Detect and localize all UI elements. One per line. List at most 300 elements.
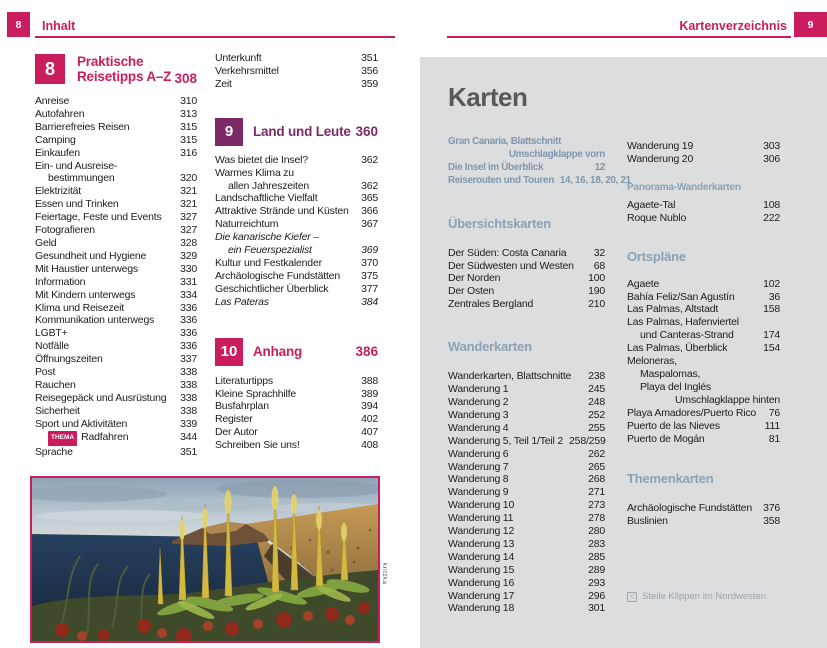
- section-9-number-box: 9: [215, 118, 243, 146]
- map-entry: [627, 212, 780, 225]
- toc-entry: [35, 134, 197, 147]
- toc-entry: [215, 439, 378, 452]
- map-entry-page: 296: [588, 589, 605, 602]
- toc-entry: [35, 95, 197, 108]
- map-entry: [448, 174, 631, 188]
- map-entry-page: 358: [763, 515, 780, 528]
- map-entry-page: 258/259: [569, 434, 606, 447]
- map-group-wanderkarten: [448, 370, 605, 615]
- map-entry-label: Wanderung 13: [448, 537, 515, 550]
- toc-entry-label: Einkaufen: [35, 146, 80, 159]
- toc-entry-page: 388: [361, 374, 378, 387]
- map-entry-page: 111: [764, 419, 780, 432]
- map-group-themenkarten: [627, 502, 780, 528]
- map-entry-page: 12: [594, 161, 605, 173]
- section-8-number-box: 8: [35, 54, 65, 84]
- toc-entry: [215, 413, 378, 426]
- toc-entry-label: Die kanarische Kiefer –: [215, 231, 319, 244]
- map-entry-page: 265: [588, 460, 605, 473]
- toc-entry-page: 316: [180, 146, 197, 159]
- map-entry-page: 283: [588, 537, 605, 550]
- toc-entry-label: Landschaftliche Vielfalt: [215, 192, 318, 205]
- map-entry: [448, 486, 605, 499]
- toc-entry-page: 338: [180, 404, 197, 417]
- photo-caption: [627, 591, 766, 602]
- map-entry-page: 81: [768, 432, 780, 445]
- toc-entry-page: 327: [180, 211, 197, 224]
- map-entry-label: Wanderung 7: [448, 460, 509, 473]
- toc-column-1: [35, 95, 197, 459]
- toc-entry-label: Gesundheit und Hygiene: [35, 249, 147, 262]
- section-9-header: [215, 117, 378, 147]
- toc-entry: [215, 400, 378, 413]
- map-entry: [627, 140, 780, 153]
- map-entry-page: 248: [588, 395, 605, 408]
- map-entry-page: 301: [588, 602, 605, 615]
- toc-entry-label: Sicherheit: [35, 404, 80, 417]
- map-entry: [448, 272, 605, 285]
- map-entry-label: Playa del Inglés: [640, 380, 711, 393]
- map-entry-label: Meloneras,: [627, 355, 677, 368]
- map-entry-page: 268: [588, 473, 605, 486]
- map-entry-label: Wanderung 4: [448, 421, 509, 434]
- map-entry: [627, 278, 780, 291]
- toc-entry: [35, 418, 197, 431]
- toc-entry-page: 384: [361, 295, 378, 308]
- map-entry-label: Wanderung 12: [448, 525, 515, 538]
- toc-entry-page: 408: [361, 439, 378, 452]
- toc-entry-label: Mit Kindern unterwegs: [35, 288, 136, 301]
- section-10-title: Anhang: [253, 344, 303, 360]
- toc-entry-label: Information: [35, 275, 86, 288]
- toc-entry-page: 336: [180, 340, 197, 353]
- map-entry: [627, 355, 780, 368]
- map-group-intro: [448, 136, 631, 188]
- toc-entry-page: 337: [180, 353, 197, 366]
- page-number-badge-right: 9: [794, 12, 827, 37]
- map-entry-label: Wanderung 15: [448, 563, 515, 576]
- map-entry-label: Wanderung 2: [448, 395, 509, 408]
- toc-entry-page: 362: [361, 179, 378, 192]
- map-entry-page: 255: [588, 421, 605, 434]
- toc-group-9: [215, 154, 378, 309]
- toc-entry: [215, 426, 378, 439]
- toc-entry-label: Archäologische Fundstätten: [215, 269, 340, 282]
- map-entry: [448, 448, 605, 461]
- map-entry-label: Wanderung 9: [448, 486, 509, 499]
- map-entry-label: Las Palmas, Überblick: [627, 342, 728, 355]
- toc-entry: [215, 167, 378, 180]
- map-entry-label: Wanderkarten, Blattschnitte: [448, 370, 572, 383]
- map-entry-page: 303: [763, 140, 780, 152]
- map-entry-label: Agaete: [627, 277, 660, 290]
- map-entry: [448, 409, 605, 422]
- map-entry-label: Wanderung 3: [448, 408, 509, 421]
- map-entry-page: [599, 136, 605, 149]
- toc-entry: [35, 327, 197, 340]
- toc-entry-label: Ein- und Ausreise-: [35, 159, 118, 172]
- map-entry-label: Wanderung 16: [448, 576, 515, 589]
- map-entry: [448, 525, 605, 538]
- map-entry: [627, 433, 780, 446]
- map-entry-label: Der Norden: [448, 272, 501, 285]
- map-entry-page: 252: [588, 408, 605, 421]
- map-entry-page: 154: [763, 342, 780, 355]
- toc-entry-page: 315: [180, 120, 197, 133]
- map-entry: [448, 383, 605, 396]
- map-entry-page: 285: [588, 550, 605, 563]
- toc-entry-page: 321: [180, 198, 197, 211]
- photo-credit: kritzka: [381, 563, 387, 585]
- toc-entry: [35, 250, 197, 263]
- map-entry: [448, 149, 605, 162]
- toc-entry-page: 336: [180, 301, 197, 314]
- map-entry-label: Wanderung 18: [448, 602, 515, 615]
- toc-entry-label: Mit Haustier unterwegs: [35, 262, 138, 275]
- heading-themenkarten: Themenkarten: [627, 471, 714, 487]
- map-entry: [627, 199, 780, 212]
- toc-entry: [215, 52, 378, 65]
- toc-entry-label: Geld: [35, 236, 57, 249]
- toc-entry-page: 366: [361, 205, 378, 218]
- toc-entry-label: Fotografieren: [35, 224, 95, 237]
- map-entry-label: Der Südwesten und Westen: [448, 259, 574, 272]
- toc-entry-page: 331: [180, 275, 197, 288]
- map-entry-label: Reiserouten und Touren: [448, 174, 554, 186]
- map-entry-page: 158: [763, 303, 780, 316]
- toc-entry-label: Geschichtlicher Überblick: [215, 282, 329, 295]
- map-entry-page: 376: [763, 502, 780, 515]
- toc-entry-page: 369: [361, 244, 378, 257]
- map-entry: [448, 162, 605, 175]
- right-header-title: Kartenverzeichnis: [679, 19, 787, 33]
- map-entry: [448, 564, 605, 577]
- toc-entry-page: 310: [180, 95, 197, 107]
- toc-entry: [35, 263, 197, 276]
- toc-entry: [35, 289, 197, 302]
- map-entry-label: Agaete-Tal: [627, 198, 676, 211]
- toc-entry: [35, 314, 197, 327]
- map-entry-label: Gran Canaria, Blattschnitt: [448, 136, 562, 147]
- section-8-title: [77, 54, 171, 84]
- map-entry: [448, 473, 605, 486]
- toc-entry-label: Barrierefreies Reisen: [35, 120, 130, 133]
- map-entry: [627, 502, 780, 515]
- map-entry-label: Wanderung 20: [627, 152, 694, 165]
- page-number-badge-left: 8: [7, 12, 30, 37]
- map-entry-page: 36: [768, 290, 780, 303]
- map-entry: [448, 298, 605, 311]
- toc-entry: [215, 78, 378, 91]
- toc-entry-page: 336: [180, 327, 197, 340]
- map-entry-page: 238: [588, 370, 605, 383]
- map-entry: [448, 285, 605, 298]
- map-group-wanderkarten-2: [627, 140, 780, 166]
- toc-entry-page: 321: [180, 185, 197, 198]
- map-entry-label: Wanderung 19: [627, 140, 694, 152]
- map-index-column-2: [627, 140, 780, 528]
- toc-group-pre: [215, 52, 378, 91]
- toc-entry-label: Rauchen: [35, 378, 76, 391]
- toc-entry-label: Sport und Aktivitäten: [35, 417, 128, 430]
- toc-entry-page: 356: [361, 64, 378, 77]
- map-entry-page: 100: [588, 272, 605, 285]
- toc-entry-label: Kommunikation unterwegs: [35, 314, 155, 327]
- toc-entry-page: 344: [180, 430, 197, 443]
- toc-entry: [215, 296, 378, 309]
- map-entry-page: 210: [588, 298, 605, 311]
- map-entry-page: 280: [588, 525, 605, 538]
- toc-entry: [215, 244, 378, 257]
- map-entry-label: Bahía Feliz/San Agustín: [627, 290, 735, 303]
- map-entry-page: 102: [763, 277, 780, 290]
- map-entry: [448, 551, 605, 564]
- section-10-number-box: 10: [215, 338, 243, 366]
- toc-entry: [35, 353, 197, 366]
- map-entry-label: Roque Nublo: [627, 211, 687, 224]
- toc-entry-page: 394: [361, 400, 378, 413]
- map-entry-page: 174: [763, 329, 780, 342]
- map-entry: [448, 577, 605, 590]
- map-entry-label: Las Palmas, Hafenviertel: [627, 316, 739, 329]
- section-10-header: [215, 337, 378, 367]
- map-entry-label: Playa Amadores/Puerto Rico: [627, 406, 757, 419]
- map-entry: [627, 153, 780, 166]
- toc-entry-label: Autofahren: [35, 107, 85, 120]
- toc-entry-label: Sprache: [35, 446, 73, 459]
- toc-entry-page: 365: [361, 192, 378, 205]
- map-entry: [627, 316, 780, 329]
- toc-entry-page: 367: [361, 218, 378, 231]
- map-entry-page: 245: [588, 383, 605, 396]
- toc-entry: [35, 431, 197, 447]
- toc-column-2: [215, 52, 378, 452]
- toc-entry: [35, 224, 197, 237]
- toc-entry-page: 402: [361, 413, 378, 426]
- toc-entry: [215, 154, 378, 167]
- map-entry-label: Wanderung 11: [448, 512, 514, 525]
- map-entry-label: Maspalomas,: [640, 367, 701, 380]
- toc-entry: [35, 198, 197, 211]
- map-entry-label: Wanderung 1: [448, 383, 509, 396]
- left-arrow-icon: <: [627, 592, 637, 602]
- toc-entry-label: Anreise: [35, 95, 70, 107]
- karten-title: Karten: [448, 82, 528, 112]
- toc-entry: [215, 283, 378, 296]
- section-8-page: 308: [174, 71, 197, 86]
- toc-entry-label: Kultur und Festkalender: [215, 256, 322, 269]
- map-entry-page: 14, 16, 18, 20, 21: [559, 174, 631, 186]
- section-8-header: [35, 54, 197, 88]
- toc-entry-label: Naturreichtum: [215, 218, 279, 231]
- map-entry: [627, 407, 780, 420]
- toc-entry: [35, 147, 197, 160]
- heading-ortsplaene: Ortspläne: [627, 248, 686, 264]
- toc-entry-label: Kleine Sprachhilfe: [215, 387, 297, 400]
- toc-entry-page: [372, 167, 378, 180]
- map-entry-page: 273: [588, 499, 605, 512]
- header-rule: [447, 36, 791, 38]
- map-entry: [448, 370, 605, 383]
- toc-entry-label: ein Feuerspezialist: [228, 244, 312, 257]
- map-entry-label: Las Palmas, Altstadt: [627, 303, 719, 316]
- toc-entry-label: Feiertage, Feste und Events: [35, 211, 162, 224]
- toc-entry-page: [372, 231, 378, 244]
- toc-entry-page: 377: [361, 282, 378, 295]
- toc-entry-label: Register: [215, 413, 253, 426]
- map-entry-page: [774, 355, 780, 368]
- toc-entry-label: Notfälle: [35, 340, 70, 353]
- map-entry: [627, 394, 780, 407]
- toc-entry: [215, 65, 378, 78]
- map-index-column-1: [448, 136, 631, 615]
- toc-entry-page: 375: [361, 269, 378, 282]
- toc-entry: [215, 388, 378, 401]
- toc-entry-label: Unterkunft: [215, 52, 262, 64]
- toc-entry-label: Warmes Klima zu: [215, 166, 294, 179]
- map-entry-page: 278: [588, 512, 605, 525]
- map-entry-label: Puerto de las Nieves: [627, 419, 720, 432]
- map-entry: [448, 590, 605, 603]
- toc-entry-label: Der Autor: [215, 426, 258, 439]
- toc-entry: [35, 160, 197, 173]
- toc-entry: [215, 218, 378, 231]
- map-entry-label: Wanderung 17: [448, 589, 515, 602]
- map-entry-label: Zentrales Bergland: [448, 298, 534, 311]
- toc-entry-page: 313: [180, 107, 197, 120]
- toc-entry-label: Schreiben Sie uns!: [215, 439, 300, 452]
- coast-photo: [30, 476, 380, 643]
- map-entry: [448, 461, 605, 474]
- map-entry: [627, 515, 780, 528]
- map-entry-page: [774, 381, 780, 394]
- map-entry: [627, 420, 780, 433]
- toc-entry-label: Busfahrplan: [215, 400, 269, 413]
- map-entry: [627, 381, 780, 394]
- toc-entry-label: Klima und Reisezeit: [35, 301, 124, 314]
- map-entry-page: 262: [588, 447, 605, 460]
- section-10-page: 386: [355, 344, 378, 360]
- toc-entry: [215, 270, 378, 283]
- toc-entry: [35, 211, 197, 224]
- map-entry-label: Archäologische Fundstätten: [627, 502, 752, 515]
- toc-entry-label: Verkehrsmittel: [215, 64, 279, 77]
- heading-wanderkarten: Wanderkarten: [448, 339, 532, 355]
- map-entry-label: Puerto de Mogán: [627, 432, 705, 445]
- left-page: [0, 0, 413, 648]
- map-entry: [627, 303, 780, 316]
- toc-entry-label: Literaturtipps: [215, 374, 273, 387]
- map-entry: [448, 499, 605, 512]
- map-entry-page: 222: [763, 211, 780, 224]
- toc-entry-page: 351: [180, 446, 197, 459]
- toc-entry-label: Camping: [35, 133, 76, 146]
- map-entry: [627, 368, 780, 381]
- map-entry: [627, 329, 780, 342]
- toc-entry-page: 407: [361, 426, 378, 439]
- toc-entry: [215, 375, 378, 388]
- map-entry-label: Der Osten: [448, 285, 495, 298]
- toc-entry: [35, 340, 197, 353]
- left-header-title: Inhalt: [42, 19, 76, 33]
- section-9-title: Land und Leute: [253, 124, 351, 140]
- map-entry-page: [774, 368, 780, 381]
- toc-entry: [215, 205, 378, 218]
- map-entry: [448, 538, 605, 551]
- map-entry-label: Buslinien: [627, 515, 668, 528]
- toc-entry-page: 338: [180, 378, 197, 391]
- map-entry: [448, 247, 605, 260]
- map-entry: [448, 396, 605, 409]
- toc-entry: [35, 302, 197, 315]
- toc-entry-page: 336: [180, 314, 197, 327]
- map-entry-page: 76: [768, 406, 780, 419]
- toc-entry-label: Was bietet die Insel?: [215, 153, 308, 166]
- toc-entry-label: Zeit: [215, 77, 232, 90]
- map-entry-page: Umschlagklappe vorn: [508, 148, 605, 160]
- toc-entry: [215, 192, 378, 205]
- toc-entry-label: Reisegepäck und Ausrüstung: [35, 391, 167, 404]
- section-9-page: 360: [355, 124, 378, 140]
- map-entry-page: 306: [763, 152, 780, 165]
- toc-entry-label: Radfahren: [81, 430, 129, 443]
- coast-photo-illustration: [32, 478, 378, 641]
- map-entry-label: Wanderung 8: [448, 473, 509, 486]
- toc-entry-label: bestimmungen: [48, 172, 115, 185]
- toc-entry-page: 339: [180, 417, 197, 430]
- map-entry-label: und Canteras-Strand: [640, 329, 734, 342]
- toc-entry-label: Elektrizität: [35, 185, 82, 198]
- toc-entry: [35, 108, 197, 121]
- toc-entry-page: 389: [361, 387, 378, 400]
- toc-entry-page: 327: [180, 224, 197, 237]
- photo-caption-text: Steile Klippen im Nordwesten: [642, 591, 767, 602]
- map-entry-page: 289: [588, 563, 605, 576]
- toc-entry: [35, 446, 197, 459]
- thema-badge: THEMA: [48, 431, 77, 447]
- toc-entry-label: Post: [35, 366, 56, 379]
- header-rule: [35, 36, 395, 38]
- toc-entry: [35, 405, 197, 418]
- map-entry: [627, 291, 780, 304]
- map-entry-label: Wanderung 5, Teil 1/Teil 2: [448, 434, 564, 447]
- toc-entry-label: Essen und Trinken: [35, 198, 119, 211]
- toc-entry-page: 330: [180, 262, 197, 275]
- toc-entry-page: 328: [180, 236, 197, 249]
- toc-entry: [215, 231, 378, 244]
- toc-entry-page: 359: [361, 77, 378, 90]
- map-entry-label: Wanderung 10: [448, 499, 515, 512]
- heading-panorama-wanderkarten: Panorama-Wanderkarten: [627, 181, 741, 193]
- map-entry-page: 271: [588, 486, 605, 499]
- toc-entry-page: 362: [361, 153, 378, 166]
- section-8-title-line1: Praktische: [77, 54, 144, 69]
- section-8-title-line2: Reisetipps A–Z: [77, 69, 172, 84]
- toc-entry-page: 329: [180, 249, 197, 262]
- toc-entry: [35, 366, 197, 379]
- map-entry-page: [774, 316, 780, 329]
- toc-entry-label: Las Pateras: [215, 295, 269, 308]
- toc-entry: [35, 185, 197, 198]
- map-group-ortsplaene: [627, 278, 780, 446]
- map-group-uebersicht: [448, 247, 605, 312]
- toc-entry-page: 338: [180, 366, 197, 379]
- map-entry: [448, 435, 605, 448]
- toc-entry-page: 315: [180, 133, 197, 146]
- map-entry-label: Wanderung 14: [448, 550, 515, 563]
- map-entry: [448, 136, 605, 149]
- map-entry-label: Wanderung 6: [448, 447, 509, 460]
